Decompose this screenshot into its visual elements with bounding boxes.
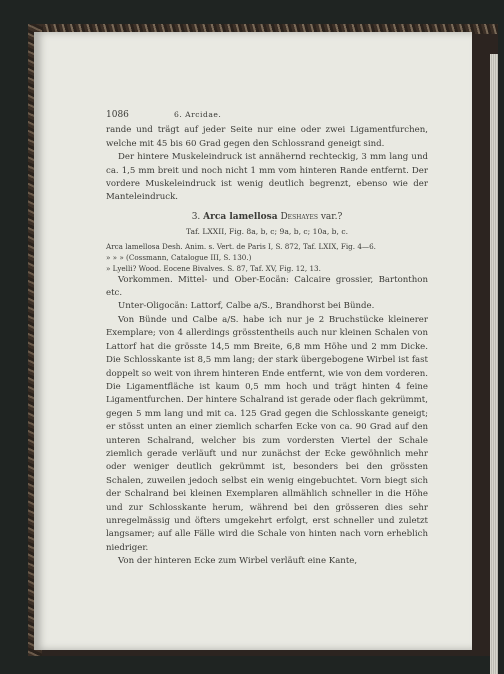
paragraph: rande und trägt auf jeder Seite nur eine oder zwei Ligamentfurchen, welche mit 45 bis 60 Grad gegen den Schlossrand geneigt sind. [106,125,428,149]
description-paragraph: Von Bünde und Calbe a/S. habe ich nur je 2 Bruchstücke kleinerer Exemplare; von 4 allerdings grösstentheils auch nur kleinen Schalen von Lattorf hat die grösste 14,5 mm Breite, 6,8 mm Höhe und 2 mm Dicke. Die Schlosskante ist 8,5 mm lang; der stark übergebogene Wirbel ist fast doppelt so weit von ihrem hinteren Ende entfernt, wie von dem vorderen. Die Ligamentfläche ist kaum 0,5 mm hoch und trägt hinten 4 feine Ligamentfurchen. Der hintere Schalrand ist gerade oder flach gekrümmt, gegen 5 mm lang und mit ca. 125 Grad gegen die Schlosskante geneigt; er stösst unten an einer ziemlich scharfen Ecke von ca. 90 Grad auf den unteren Schalrand, welcher bis zum vordersten Viertel der Schale ziemlich gerade verläuft und nur zunächst der Ecke gewöhnlich mehr oder weniger deutlich gekrümmt ist, besonders bei den grössten Schalen, zuweilen jedoch selbst ein wenig eingebuchtet. Vorn biegt sich der Schalrand bei kleinen Exemplaren allmählich schneller in die Höhe und zur Schlosskante herum, während bei den grösseren dies sehr unregelmässig und öfters umgekehrt erfolgt, erst schneller und zuletzt langsamer; auf alle Fälle wird die Schale von hinten nach vorn erheblich niedriger. [106,314,428,553]
synonym-line: Arca lamellosa Desh. Anim. s. Vert. de Paris I, S. 872, Taf. LXIX, Fig. 4—6. [106,241,376,251]
page-text [106,108,428,569]
species-author: Deshayes [280,211,318,222]
species-number: 3. [191,211,201,222]
occurrence-line: Vorkommen. Mittel- und Ober-Eocän: Calcaire grossier, Bartonthon etc. [106,274,428,299]
species-name: Arca lamellosa [203,211,278,222]
page-header [106,108,428,122]
species-suffix: var.? [320,211,343,222]
description-paragraph: Von der hinteren Ecke zum Wirbel verläuft eine Kante, [118,556,358,567]
plate-reference: Taf. LXXII, Fig. 8a, b, c; 9a, b, c; 10a, b, c. [185,227,348,237]
synonym-line: » Lyelli? Wood. Eocene Bivalves. S. 87, Taf. XV, Fig. 12, 13. [106,263,321,273]
occurrence-line: Unter-Oligocän: Lattorf, Calbe a/S., Brandhorst bei Bünde. [118,301,375,312]
page-block-edge [490,54,498,674]
running-title: 6. Arcidae. [174,110,222,119]
page-number: 1086 [106,110,129,120]
species-heading [106,211,428,224]
paragraph: Der hintere Muskeleindruck ist annähernd rechteckig, 3 mm lang und ca. 1,5 mm breit und noch nicht 1 mm vom hinteren Rande entfernt. Der vordere Muskeleindruck ist wenig deutlich begrenzt, ebenso wie der Manteleindruck. [106,152,428,203]
synonym-line: » » » (Cossmann, Catalogue III, S. 130.) [106,252,252,262]
